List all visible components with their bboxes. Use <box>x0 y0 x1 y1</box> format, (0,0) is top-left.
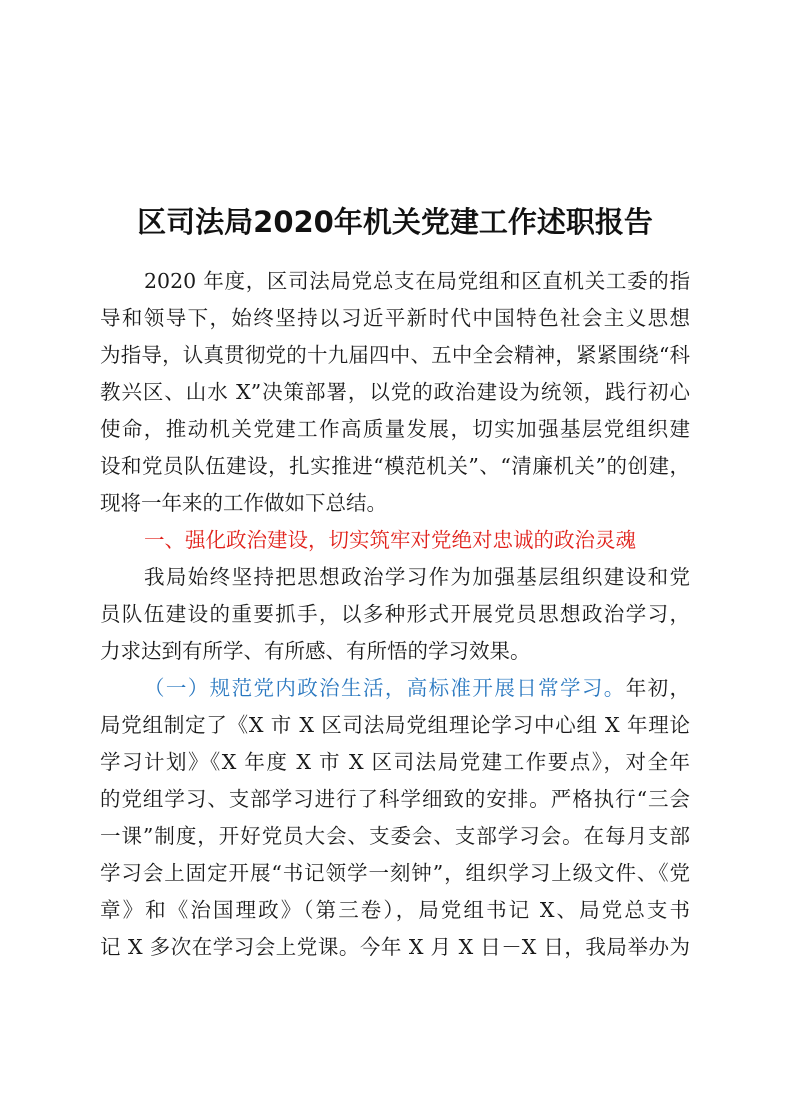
text-line <box>100 670 690 707</box>
document-body <box>100 263 690 966</box>
document-title: 区司法局2020年机关党建工作述职报告 <box>137 205 653 239</box>
text-line: 力求达到有所学、有所感、有所悟的学习效果。 <box>100 639 531 663</box>
paragraph-section-intro <box>100 559 690 670</box>
text-line: 章》和《治国理政》（第三卷），局党组书记 X、局党总支书 <box>100 898 690 922</box>
text-line: 一课”制度，开好党员大会、支委会、支部学习会。在每月支部 <box>100 824 690 848</box>
text-line: 员队伍建设的重要抓手，以多种形式开展党员思想政治学习， <box>100 602 690 626</box>
text-line: 导和领导下，始终坚持以习近平新时代中国特色社会主义思想 <box>100 306 690 330</box>
text-line: 学习会上固定开展“书记领学一刻钟”，组织学习上级文件、《党 <box>100 861 690 885</box>
text-line: 学习计划》《X 年度 X 市 X 区司法局党建工作要点》，对全年 <box>100 750 690 774</box>
text-line: 使命，推动机关党建工作高质量发展，切实加强基层党组织建 <box>100 417 690 441</box>
text-line: 教兴区、山水 X”决策部署，以党的政治建设为统领，践行初心 <box>100 380 690 404</box>
section-heading: 一、强化政治建设，切实筑牢对党绝对忠诚的政治灵魂 <box>144 528 636 552</box>
text-line: 设和党员队伍建设，扎实推进“模范机关”、“清廉机关”的创建， <box>100 454 690 478</box>
text-line: 记 X 多次在学习会上党课。今年 X 月 X 日－X 日，我局举办为 <box>100 935 690 959</box>
text-run: 年初， <box>625 676 691 700</box>
text-line: 为指导，认真贯彻党的十九届四中、五中全会精神，紧紧围绕“科 <box>100 343 690 367</box>
subsection-heading: （一）规范党内政治生活，高标准开展日常学习。 <box>144 676 626 700</box>
paragraph-intro <box>100 263 690 522</box>
text-line: 的党组学习、支部学习进行了科学细致的安排。严格执行“三会 <box>100 787 690 811</box>
text-line: 现将一年来的工作做如下总结。 <box>100 491 387 515</box>
text-line: 局党组制定了《X 市 X 区司法局党组理论学习中心组 X 年理论 <box>100 713 690 737</box>
text-line: 我局始终坚持把思想政治学习作为加强基层组织建设和党 <box>144 565 690 589</box>
paragraph-subsection <box>100 670 690 966</box>
text-line: 2020 年度，区司法局党总支在局党组和区直机关工委的指 <box>144 269 690 293</box>
